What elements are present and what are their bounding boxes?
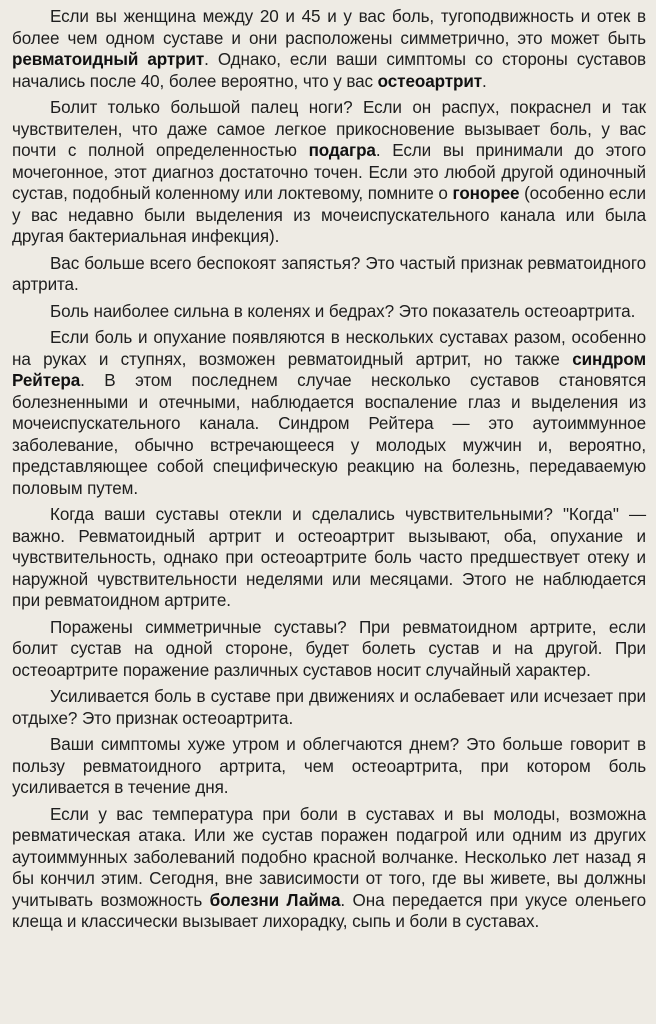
document-body	[12, 6, 646, 933]
text-run: .	[482, 71, 487, 91]
paragraph-timing	[12, 504, 646, 612]
text-run: Ваши симптомы хуже утром и облегчаются днем? Это больше говорит в пользу ревматоидного артрита, чем остеоартрита, при котором боль усиливается в течение дня.	[12, 735, 646, 797]
term-lyme-disease: болезни Лайма	[209, 890, 341, 910]
term-osteoarthritis: остеоартрит	[377, 71, 483, 91]
text-run: (особенно если у вас недавно были выделения из мочеиспускательного канала или была другая бактериальная инфекция).	[12, 184, 646, 246]
text-run: Усиливается боль в суставе при движениях и ослабевает или исчезает при отдыхе? Это признак остеоартрита.	[12, 687, 646, 728]
paragraph-symmetry	[12, 617, 646, 682]
text-run: Боль наиболее сильна в коленях и бедрах? Это показатель остеоартрита.	[50, 301, 636, 321]
paragraph-gout	[12, 97, 646, 248]
text-run: Поражены симметричные суставы? При ревматоидном артрите, если болит сустав на одной стороне, будет болеть сустав и на другой. При остеоартрите поражение различных суставов носит случайный характер.	[12, 617, 646, 680]
text-run: Если боль и опухание появляются в нескольких суставах разом, особенно на руках и ступнях, возможен ревматоидный артрит, но также	[12, 328, 646, 369]
term-rheumatoid-arthritis: ревматоидный артрит	[12, 50, 205, 69]
text-run: Если вы женщина между 20 и 45 и у вас боль, тугоподвижность и отек в более чем одном суставе и они расположены симметрично, это может быть	[12, 7, 646, 48]
term-gout: подагра	[308, 141, 376, 160]
text-run: . Она передается при укусе оленьего клеща и классически вызывает лихорадку, сыпь и боли в суставах.	[12, 890, 646, 931]
text-run: Когда ваши суставы отекли и сделались чувствительными? "Когда" — важно. Ревматоидный артрит и остеоартрит вызывают, оба, опухание и чувствительность, однако при остеоартрите боль часто предшествует отеку и наружной чувствительности неделями или месяцами. Этого не наблюдается при ревматоидном артрите.	[12, 505, 646, 610]
text-run: . Если вы принимали до этого мочегонное, этот диагноз достаточно точен. Если это любой другой одиночный сустав, подобный коленному или локтевому, помните о	[12, 141, 646, 203]
text-run: . В этом последнем случае несколько суставов становятся болезненными и отечными, наблюдается воспаление глаз и выделения из мочеиспускательного канала. Синдром Рейтера — это аутоиммунное заболевание, обычно встречающееся у молодых мужчин и, вероятно, представляющее собой специфическую реакцию на болезнь, передаваемую половым путем.	[12, 371, 646, 498]
paragraph-ra-vs-oa	[12, 6, 646, 92]
term-reiter-syndrome: синдром Рейтера	[12, 349, 646, 390]
paragraph-morning	[12, 734, 646, 799]
text-run: . Однако, если ваши симптомы со стороны суставов начались после 40, более вероятно, что у вас	[12, 50, 646, 91]
paragraph-lyme	[12, 804, 646, 933]
paragraph-reiter	[12, 327, 646, 499]
paragraph-knees-hips	[12, 301, 646, 323]
paragraph-movement	[12, 686, 646, 729]
paragraph-wrists	[12, 253, 646, 296]
text-run: Если у вас температура при боли в суставах и вы молоды, возможна ревматическая атака. Или же сустав поражен подагрой или одним из других аутоиммунных заболеваний подобно красной волчанке. Несколько лет назад я бы кончил этим. Сегодня, вне зависимости от того, где вы живете, вы должны учитывать возможность	[12, 804, 646, 910]
term-gonorrhea: гонорее	[452, 184, 520, 203]
text-run: Вас больше всего беспокоят запястья? Это частый признак ревматоидного артрита.	[12, 253, 646, 294]
text-run: Болит только большой палец ноги? Если он распух, покраснел и так чувствителен, что даже самое легкое прикосновение вызывает боль, у вас почти с полной определенностью	[12, 98, 646, 160]
